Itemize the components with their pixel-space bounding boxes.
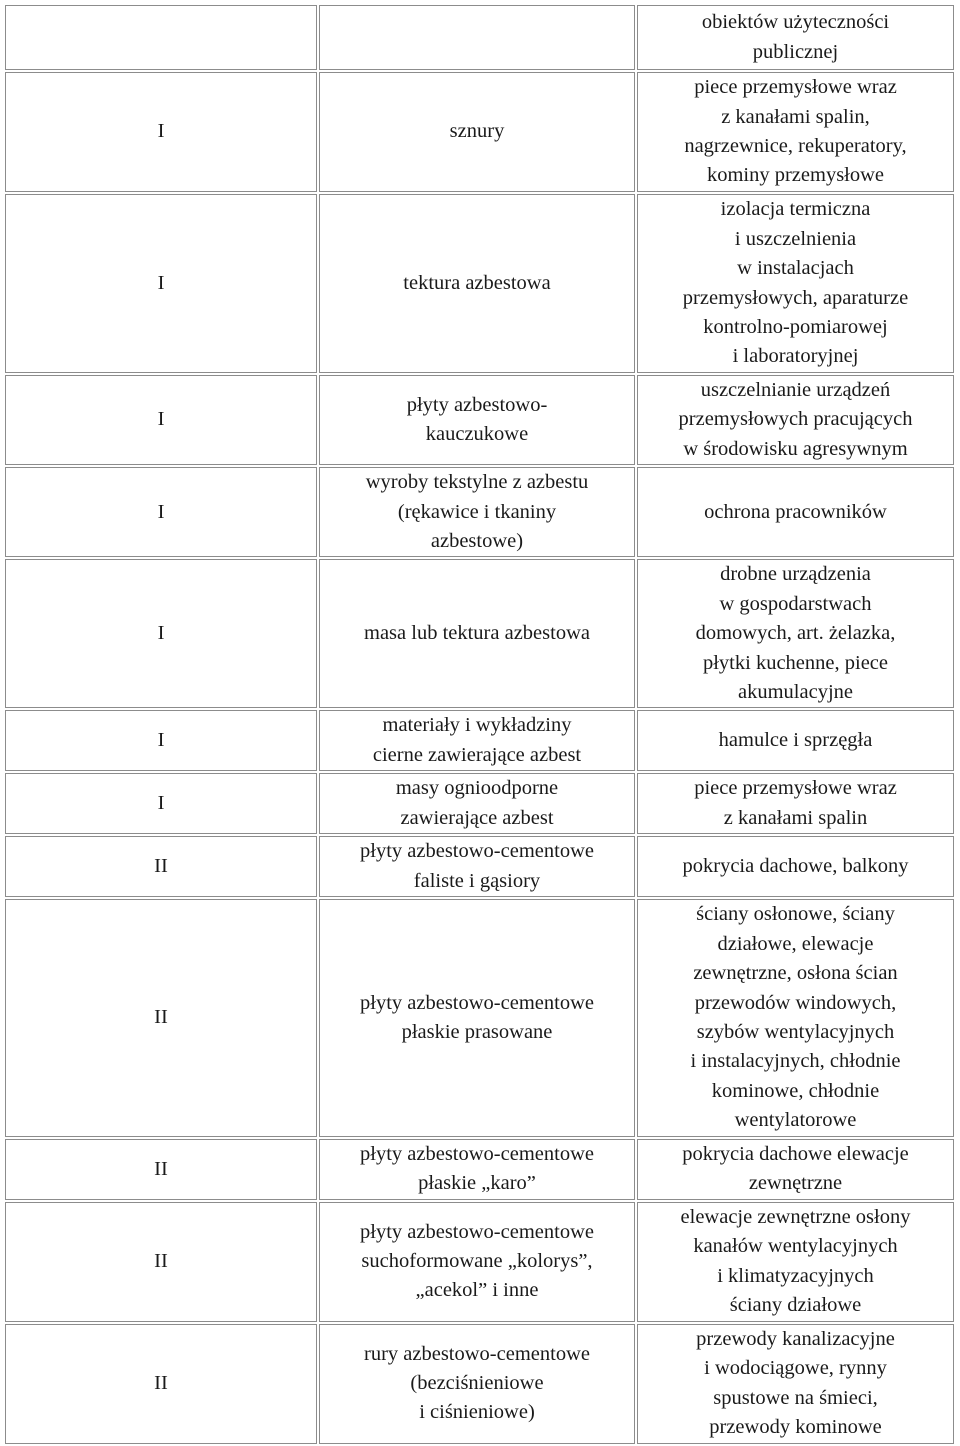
class-cell: I: [5, 773, 317, 834]
use-cell: elewacje zewnętrzne osłony kanałów wentylacyjnych i klimatyzacyjnych ściany działowe: [637, 1202, 954, 1322]
use-cell: izolacja termiczna i uszczelnienia w instalacjach przemysłowych, aparaturze kontrolno-pomiarowej i laboratoryjnej: [637, 194, 954, 373]
use-cell: piece przemysłowe wraz z kanałami spalin: [637, 773, 954, 834]
use-cell: ochrona pracowników: [637, 467, 954, 557]
material-cell: płyty azbestowo- kauczukowe: [319, 375, 635, 465]
table-row: [5, 773, 954, 834]
class-cell: I: [5, 375, 317, 465]
material-cell: materiały i wykładziny cierne zawierające azbest: [319, 710, 635, 771]
class-cell: II: [5, 1324, 317, 1444]
use-cell: uszczelnianie urządzeń przemysłowych pracujących w środowisku agresywnym: [637, 375, 954, 465]
material-cell: wyroby tekstylne z azbestu (rękawice i tkaniny azbestowe): [319, 467, 635, 557]
use-cell: obiektów użyteczności publicznej: [637, 5, 954, 70]
class-cell: I: [5, 710, 317, 771]
class-cell: II: [5, 836, 317, 897]
use-cell: hamulce i sprzęgła: [637, 710, 954, 771]
table-row: [5, 194, 954, 373]
table-row: [5, 72, 954, 192]
material-cell: [319, 5, 635, 70]
table-row: [5, 559, 954, 708]
material-cell: masa lub tektura azbestowa: [319, 559, 635, 708]
class-cell: [5, 5, 317, 70]
material-cell: rury azbestowo-cementowe (bezciśnieniowe i ciśnieniowe): [319, 1324, 635, 1444]
table-row: [5, 710, 954, 771]
use-cell: przewody kanalizacyjne i wodociągowe, rynny spustowe na śmieci, przewody kominowe: [637, 1324, 954, 1444]
asbestos-products-table: [3, 3, 956, 1446]
table-row: [5, 5, 954, 70]
use-cell: pokrycia dachowe, balkony: [637, 836, 954, 897]
material-cell: płyty azbestowo-cementowe płaskie prasowane: [319, 899, 635, 1137]
table-row: [5, 1139, 954, 1200]
material-cell: masy ognioodporne zawierające azbest: [319, 773, 635, 834]
use-cell: pokrycia dachowe elewacje zewnętrzne: [637, 1139, 954, 1200]
table-row: [5, 836, 954, 897]
use-cell: drobne urządzenia w gospodarstwach domowych, art. żelazka, płytki kuchenne, piece akumulacyjne: [637, 559, 954, 708]
class-cell: II: [5, 899, 317, 1137]
material-cell: płyty azbestowo-cementowe suchoformowane „kolorys”, „acekol” i inne: [319, 1202, 635, 1322]
material-cell: tektura azbestowa: [319, 194, 635, 373]
class-cell: I: [5, 72, 317, 192]
table-row: [5, 1202, 954, 1322]
material-cell: sznury: [319, 72, 635, 192]
class-cell: II: [5, 1202, 317, 1322]
class-cell: I: [5, 194, 317, 373]
table-row: [5, 467, 954, 557]
table-row: [5, 1324, 954, 1444]
table-row: [5, 899, 954, 1137]
material-cell: płyty azbestowo-cementowe faliste i gąsiory: [319, 836, 635, 897]
class-cell: I: [5, 467, 317, 557]
use-cell: piece przemysłowe wraz z kanałami spalin, nagrzewnice, rekuperatory, kominy przemysłowe: [637, 72, 954, 192]
class-cell: I: [5, 559, 317, 708]
table-row: [5, 375, 954, 465]
material-cell: płyty azbestowo-cementowe płaskie „karo”: [319, 1139, 635, 1200]
class-cell: II: [5, 1139, 317, 1200]
use-cell: ściany osłonowe, ściany działowe, elewacje zewnętrzne, osłona ścian przewodów windowych, szybów wentylacyjnych i instalacyjnych, chłodnie kominowe, chłodnie wentylatorowe: [637, 899, 954, 1137]
